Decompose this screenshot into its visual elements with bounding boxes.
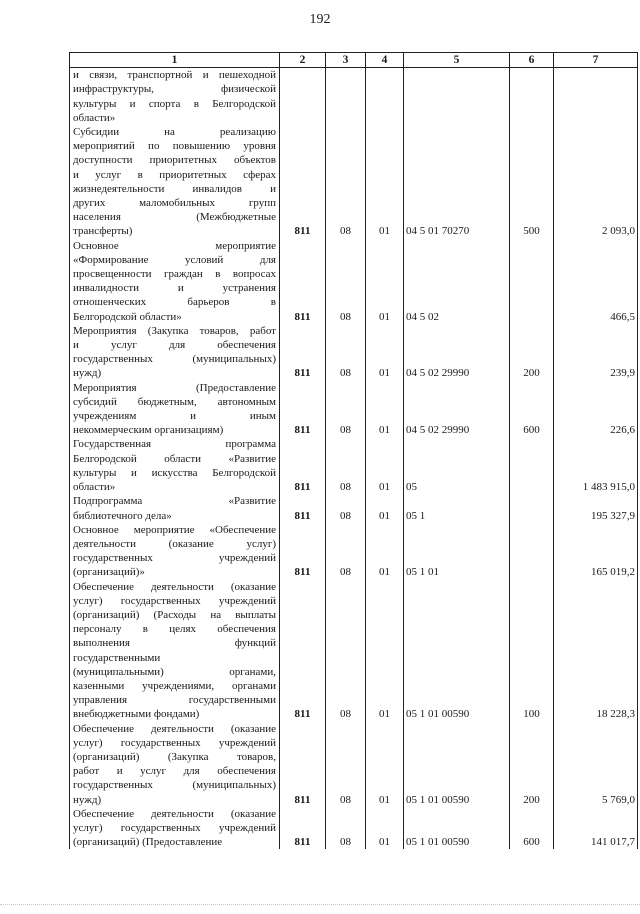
description-line: услуг) государственных учреждений (73, 736, 276, 749)
target-article-code: 05 1 01 (404, 523, 510, 580)
ministry-code: 811 (280, 381, 326, 438)
description-line: Мероприятия (Закупка товаров, работ (73, 324, 276, 337)
table-row (70, 381, 638, 438)
description-line: Основное мероприятие «Обеспечение (73, 523, 276, 536)
description-line: нужд) (73, 367, 102, 380)
target-article-code: 04 5 01 70270 (404, 125, 510, 239)
header-col-7: 7 (554, 53, 638, 68)
target-article-code (404, 68, 510, 125)
description-line: культуры и искусства Белгородской (73, 466, 276, 479)
description-line: субсидий бюджетным, автономным (73, 395, 276, 408)
row-description (70, 381, 280, 438)
row-description (70, 324, 280, 381)
header-col-1: 1 (70, 53, 280, 68)
description-line: мероприятий по повышению уровня (73, 140, 276, 153)
description-line: (организаций)» (73, 566, 145, 579)
section-code: 08 (326, 125, 366, 239)
amount-value: 18 228,3 (554, 580, 638, 722)
description-line: услуг) государственных учреждений (73, 594, 276, 607)
row-description (70, 125, 280, 239)
subsection-code: 01 (366, 807, 404, 850)
description-line: Мероприятия (Предоставление (73, 381, 276, 394)
table-row (70, 125, 638, 239)
row-description (70, 523, 280, 580)
header-col-5: 5 (404, 53, 510, 68)
description-line: Обеспечение деятельности (оказание (73, 807, 276, 820)
amount-value: 226,6 (554, 381, 638, 438)
amount-value: 1 483 915,0 (554, 437, 638, 494)
target-article-code: 05 1 01 00590 (404, 722, 510, 807)
description-line: деятельности (оказание услуг) (73, 537, 276, 550)
description-line: государственными (73, 651, 161, 664)
description-line: области» (73, 481, 116, 494)
description-line: управления государственными (73, 694, 276, 707)
amount-value: 2 093,0 (554, 125, 638, 239)
section-code: 08 (326, 807, 366, 850)
description-line: (организаций) (Закупка товаров, (73, 750, 276, 763)
subsection-code: 01 (366, 239, 404, 324)
description-line: выполнения функций (73, 637, 276, 650)
target-article-code: 04 5 02 29990 (404, 324, 510, 381)
description-line: жизнедеятельности инвалидов и (73, 182, 276, 195)
description-line: (организаций) (Предоставление (73, 836, 223, 849)
amount-value: 466,5 (554, 239, 638, 324)
description-line: других маломобильных групп (73, 197, 276, 210)
amount-value: 141 017,7 (554, 807, 638, 850)
section-code: 08 (326, 523, 366, 580)
section-code: 08 (326, 494, 366, 522)
header-col-2: 2 (280, 53, 326, 68)
row-description (70, 68, 280, 125)
description-line: Субсидии на реализацию (73, 126, 276, 139)
header-col-6: 6 (510, 53, 554, 68)
section-code: 08 (326, 722, 366, 807)
ministry-code: 811 (280, 722, 326, 807)
table-row (70, 523, 638, 580)
target-article-code: 04 5 02 29990 (404, 381, 510, 438)
ministry-code: 811 (280, 239, 326, 324)
table-row (70, 722, 638, 807)
section-code: 08 (326, 437, 366, 494)
description-line: государственных (муниципальных) (73, 779, 276, 792)
amount-value: 165 019,2 (554, 523, 638, 580)
subsection-code: 01 (366, 437, 404, 494)
amount-value (554, 68, 638, 125)
header-row (70, 53, 638, 68)
description-line: Государственная программа (73, 438, 276, 451)
description-line: и услуг в приоритетных сферах (73, 168, 276, 181)
subsection-code: 01 (366, 324, 404, 381)
description-line: услуг) государственных учреждений (73, 821, 276, 834)
subsection-code: 01 (366, 580, 404, 722)
ministry-code: 811 (280, 324, 326, 381)
table-body (70, 68, 638, 850)
description-line: инвалидности и устранения (73, 282, 276, 295)
ministry-code: 811 (280, 523, 326, 580)
expense-type-code (510, 239, 554, 324)
table-header (70, 53, 638, 68)
table-row (70, 494, 638, 522)
row-description (70, 239, 280, 324)
description-line: просвещенности граждан в вопросах (73, 268, 276, 281)
target-article-code: 05 1 01 00590 (404, 580, 510, 722)
target-article-code: 04 5 02 (404, 239, 510, 324)
expense-type-code (510, 437, 554, 494)
table-row (70, 437, 638, 494)
description-line: «Формирование условий для (73, 253, 276, 266)
page-number: 192 (309, 12, 331, 27)
table-row (70, 324, 638, 381)
description-line: и услуг для обеспечения (73, 339, 276, 352)
description-line: Основное мероприятие (73, 239, 276, 252)
expense-type-code: 600 (510, 807, 554, 850)
ministry-code: 811 (280, 125, 326, 239)
section-code: 08 (326, 580, 366, 722)
expense-type-code: 200 (510, 722, 554, 807)
description-line: области» (73, 111, 116, 124)
amount-value: 239,9 (554, 324, 638, 381)
description-line: Подпрограмма «Развитие (73, 495, 276, 508)
description-line: учреждениям и иным (73, 410, 276, 423)
header-col-3: 3 (326, 53, 366, 68)
row-description (70, 807, 280, 850)
description-line: доступности приоритетных объектов (73, 154, 276, 167)
subsection-code: 01 (366, 381, 404, 438)
target-article-code: 05 1 (404, 494, 510, 522)
description-line: отношенческих барьеров в (73, 296, 276, 309)
expense-type-code (510, 68, 554, 125)
subsection-code: 01 (366, 125, 404, 239)
description-line: культуры и спорта в Белгородской (73, 97, 276, 110)
description-line: населения (Межбюджетные (73, 211, 276, 224)
expense-type-code (510, 523, 554, 580)
description-line: трансферты) (73, 225, 133, 238)
subsection-code: 01 (366, 494, 404, 522)
table-row (70, 239, 638, 324)
expense-type-code: 600 (510, 381, 554, 438)
budget-table (69, 52, 638, 849)
scan-edge-noise (0, 904, 640, 908)
amount-value: 5 769,0 (554, 722, 638, 807)
ministry-code: 811 (280, 807, 326, 850)
description-line: работ и услуг для обеспечения (73, 765, 276, 778)
description-line: государственных (муниципальных) (73, 353, 276, 366)
expense-type-code: 100 (510, 580, 554, 722)
section-code: 08 (326, 324, 366, 381)
subsection-code (366, 68, 404, 125)
amount-value: 195 327,9 (554, 494, 638, 522)
description-line: казенными учреждениями, органами (73, 679, 276, 692)
description-line: инфраструктуры, физической (73, 83, 276, 96)
row-description (70, 722, 280, 807)
ministry-code: 811 (280, 437, 326, 494)
description-line: (муниципальными) органами, (73, 665, 276, 678)
row-description (70, 580, 280, 722)
expense-type-code (510, 494, 554, 522)
section-code: 08 (326, 239, 366, 324)
subsection-code: 01 (366, 523, 404, 580)
header-col-4: 4 (366, 53, 404, 68)
description-line: персоналу в целях обеспечения (73, 623, 276, 636)
table-row (70, 580, 638, 722)
target-article-code: 05 1 01 00590 (404, 807, 510, 850)
description-line: Белгородской области» (73, 310, 182, 323)
section-code: 08 (326, 381, 366, 438)
expense-type-code: 200 (510, 324, 554, 381)
subsection-code: 01 (366, 722, 404, 807)
description-line: (организаций) (Расходы на выплаты (73, 608, 276, 621)
table-row (70, 68, 638, 125)
description-line: Обеспечение деятельности (оказание (73, 722, 276, 735)
ministry-code: 811 (280, 580, 326, 722)
description-line: и связи, транспортной и пешеходной (73, 69, 276, 82)
description-line: библиотечного дела» (73, 509, 172, 522)
row-description (70, 437, 280, 494)
ministry-code (280, 68, 326, 125)
ministry-code: 811 (280, 494, 326, 522)
description-line: Белгородской области «Развитие (73, 452, 276, 465)
description-line: некоммерческим организациям) (73, 424, 224, 437)
description-line: государственных учреждений (73, 552, 276, 565)
expense-type-code: 500 (510, 125, 554, 239)
description-line: нужд) (73, 793, 102, 806)
row-description (70, 494, 280, 522)
table-row (70, 807, 638, 850)
description-line: Обеспечение деятельности (оказание (73, 580, 276, 593)
target-article-code: 05 (404, 437, 510, 494)
section-code (326, 68, 366, 125)
description-line: внебюджетными фондами) (73, 708, 200, 721)
